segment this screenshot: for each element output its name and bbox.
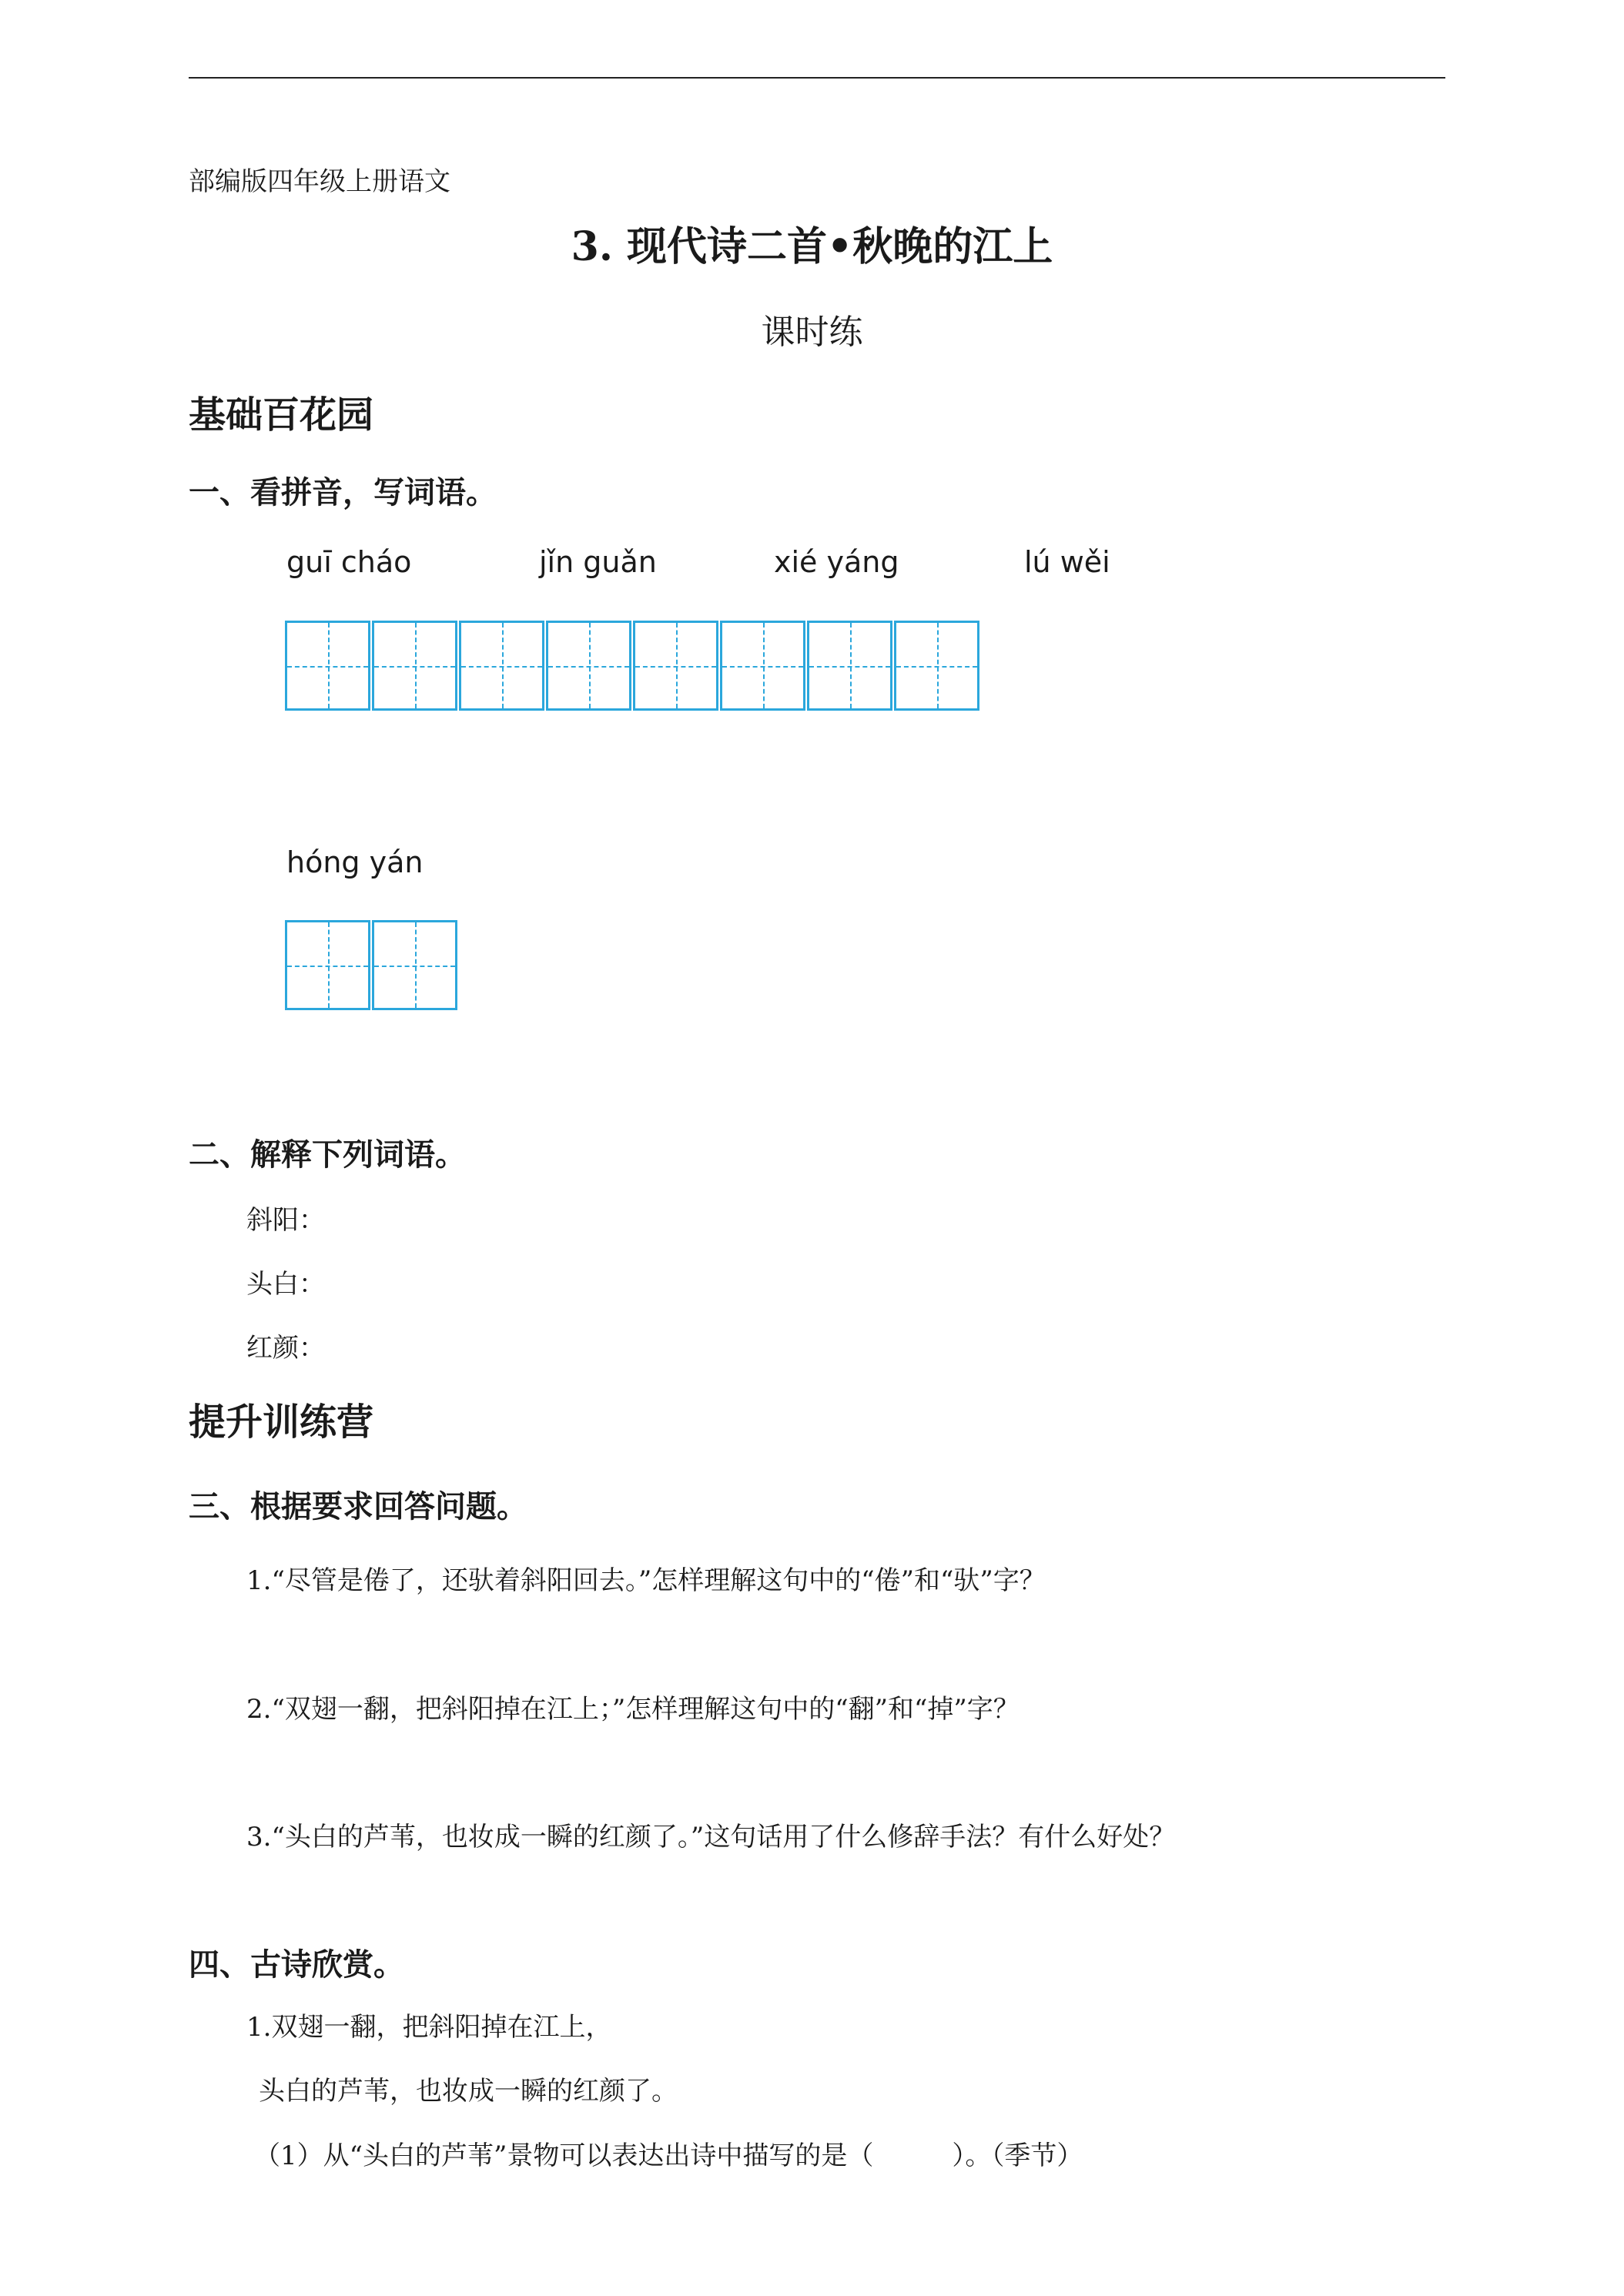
writing-cell[interactable]: [894, 621, 979, 711]
q3-item-3: 3.“头白的芦苇，也妆成一瞬的红颜了。”这句话用了什么修辞手法？有什么好处？: [246, 1822, 1176, 1853]
q1-heading: 一、看拼音，写词语。: [189, 475, 497, 510]
writing-cell[interactable]: [285, 920, 370, 1010]
q2-heading: 二、解释下列词语。: [189, 1137, 466, 1173]
pinyin-xieyang: xié yáng: [774, 545, 899, 579]
q3-heading: 三、根据要求回答问题。: [189, 1489, 527, 1525]
page-title: 3. 现代诗二首•秋晚的江上: [571, 223, 1053, 270]
q3-item-1: 1.“尽管是倦了，还驮着斜阳回去。”怎样理解这句中的“倦”和“驮”字？: [246, 1565, 1046, 1596]
q3-item-2: 2.“双翅一翻，把斜阳掉在江上；”怎样理解这句中的“翻”和“掉”字？: [246, 1694, 1020, 1725]
writing-cell[interactable]: [372, 621, 457, 711]
writing-cell[interactable]: [720, 621, 805, 711]
page-subtitle: 课时练: [761, 313, 863, 352]
writing-cell[interactable]: [633, 621, 718, 711]
poem-line-1: 1.双翅一翻，把斜阳掉在江上，: [246, 2012, 612, 2043]
q4-heading: 四、古诗欣赏。: [189, 1947, 404, 1983]
writing-grid-row-2: [285, 920, 459, 1010]
section-basic: 基础百花园: [189, 393, 374, 437]
subject-label: 部编版四年级上册语文: [189, 166, 450, 197]
poem-line-2: 头白的芦苇，也妆成一瞬的红颜了。: [259, 2076, 678, 2107]
term-hongyan: 红颜：: [246, 1333, 325, 1364]
pinyin-guichao: guī cháo: [286, 545, 412, 579]
pinyin-jinguan: jǐn guǎn: [539, 545, 657, 579]
writing-grid-row-1: [285, 621, 981, 711]
q4-sub-question-1: （1）从“头白的芦苇”景物可以表达出诗中描写的是（ ）。（季节）: [254, 2140, 1083, 2171]
writing-cell[interactable]: [459, 621, 544, 711]
writing-cell[interactable]: [546, 621, 631, 711]
section-advanced: 提升训练营: [189, 1401, 374, 1444]
pinyin-hongyan: hóng yán: [286, 845, 424, 879]
writing-cell[interactable]: [285, 621, 370, 711]
term-toubai: 头白：: [246, 1269, 325, 1300]
header-rule: [189, 77, 1445, 79]
writing-cell[interactable]: [807, 621, 892, 711]
term-xieyang: 斜阳：: [246, 1205, 325, 1236]
pinyin-luwei: lú wěi: [1024, 545, 1110, 579]
writing-cell[interactable]: [372, 920, 457, 1010]
